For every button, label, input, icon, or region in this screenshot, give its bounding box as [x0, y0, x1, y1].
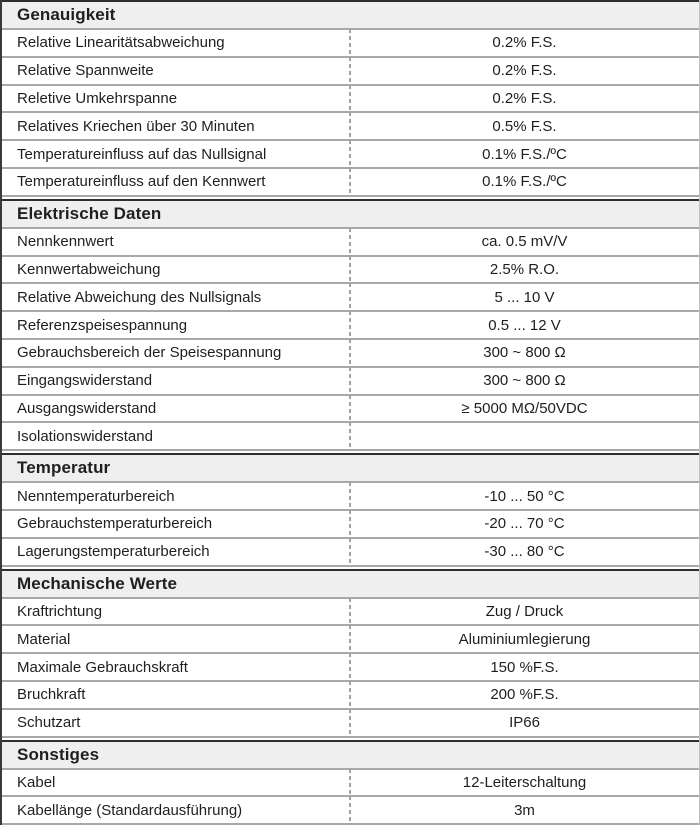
spec-label: Reletive Umkehrspanne [17, 89, 178, 107]
spec-label: Gebrauchstemperaturbereich [17, 515, 213, 533]
spec-row [2, 770, 699, 798]
spec-value: 5 ... 10 V [494, 288, 555, 306]
spec-value: 0.2% F.S. [492, 62, 557, 80]
spec-row [2, 511, 699, 539]
spec-label: Relative Linearitätsabweichung [17, 34, 225, 52]
spec-row [2, 257, 699, 285]
spec-row [2, 626, 699, 654]
section-title: Elektrische Daten [17, 203, 162, 223]
spec-row [2, 229, 699, 257]
spec-label: Schutzart [17, 714, 81, 732]
section-header [2, 199, 699, 229]
spec-row [2, 599, 699, 627]
spec-row [2, 539, 699, 567]
section-header [2, 453, 699, 483]
spec-label: Temperatureinfluss auf den Kennwert [17, 173, 266, 191]
spec-label: Referenzspeisespannung [17, 316, 188, 334]
spec-label: Isolationswiderstand [17, 427, 153, 445]
spec-label: Temperatureinfluss auf das Nullsignal [17, 145, 267, 163]
spec-value: 0.2% F.S. [492, 34, 557, 52]
spec-row [2, 797, 699, 825]
spec-label: Kraftrichtung [17, 602, 103, 620]
spec-value: 0.2% F.S. [492, 89, 557, 107]
spec-row [2, 396, 699, 424]
spec-label: Nenntemperaturbereich [17, 487, 175, 505]
spec-value: IP66 [509, 714, 540, 732]
spec-value: ≥ 5000 MΩ/50VDC [461, 399, 588, 417]
spec-label: Kabel [17, 773, 56, 791]
spec-value: -30 ... 80 °C [484, 543, 565, 561]
spec-row [2, 284, 699, 312]
spec-value: -20 ... 70 °C [484, 515, 565, 533]
spec-label: Maximale Gebrauchskraft [17, 658, 188, 676]
spec-label: Eingangswiderstand [17, 372, 153, 390]
spec-value: 300 ~ 800 Ω [483, 344, 566, 362]
spec-value: 2.5% R.O. [489, 260, 560, 278]
section-title: Sonstiges [17, 744, 100, 764]
spec-value: ca. 0.5 mV/V [481, 233, 568, 251]
spec-row [2, 368, 699, 396]
spec-value: 3m [514, 801, 535, 819]
spec-label: Relative Abweichung des Nullsignals [17, 288, 262, 306]
spec-row [2, 682, 699, 710]
spec-value: Aluminiumlegierung [458, 630, 591, 648]
spec-row [2, 30, 699, 58]
section-title: Genauigkeit [17, 5, 116, 24]
spec-row [2, 423, 699, 451]
spec-value: 300 ~ 800 Ω [483, 372, 566, 390]
section-header [2, 740, 699, 770]
spec-value: 150 %F.S. [490, 658, 559, 676]
spec-row [2, 483, 699, 511]
spec-label: Relatives Kriechen über 30 Minuten [17, 117, 255, 135]
spec-label: Material [17, 630, 71, 648]
spec-label: Kennwertabweichung [17, 260, 161, 278]
spec-row [2, 169, 699, 197]
spec-label: Gebrauchsbereich der Speisespannung [17, 344, 282, 362]
spec-label: Nennkennwert [17, 233, 114, 251]
spec-value: 200 %F.S. [490, 686, 559, 704]
spec-label: Lagerungstemperaturbereich [17, 543, 210, 561]
section-title: Mechanische Werte [17, 573, 178, 593]
spec-row [2, 654, 699, 682]
spec-row [2, 86, 699, 114]
spec-value: 0.5 ... 12 V [488, 316, 561, 334]
spec-row [2, 340, 699, 368]
section-header [2, 569, 699, 599]
section-title: Temperatur [17, 458, 111, 478]
spec-label: Ausgangswiderstand [17, 399, 157, 417]
section-header [2, 0, 699, 30]
spec-label: Bruchkraft [17, 686, 86, 704]
spec-value: 12-Leiterschaltung [462, 773, 587, 791]
spec-row [2, 141, 699, 169]
spec-row [2, 58, 699, 86]
spec-value: -10 ... 50 °C [484, 487, 565, 505]
spec-row [2, 312, 699, 340]
spec-label: Relative Spannweite [17, 62, 154, 80]
spec-value: 0.1% F.S./ºC [482, 145, 567, 163]
spec-row [2, 710, 699, 738]
spec-row [2, 113, 699, 141]
spec-value: Zug / Druck [485, 602, 564, 620]
spec-label: Kabellänge (Standardausführung) [17, 801, 243, 819]
spec-value: 0.1% F.S./ºC [482, 173, 567, 191]
spec-value: 0.5% F.S. [492, 117, 557, 135]
